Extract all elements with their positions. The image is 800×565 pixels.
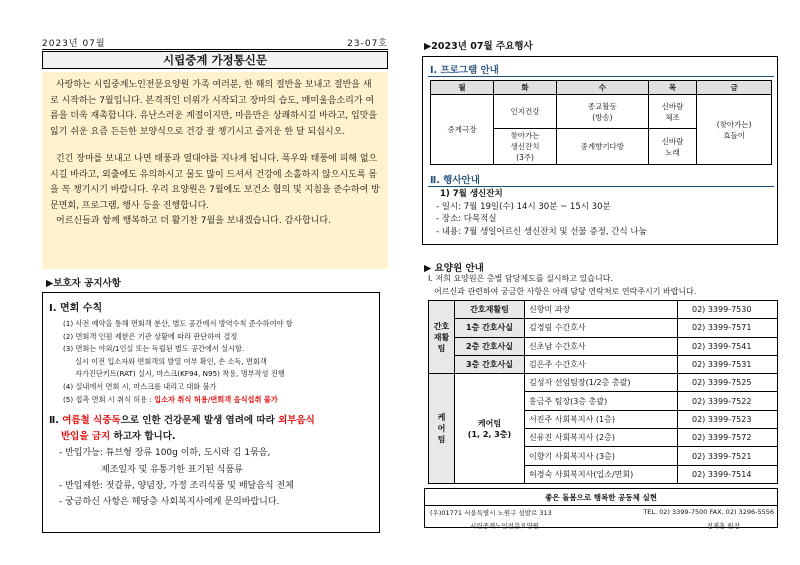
visit-rule: (1) 사전 예약을 통해 면회객 분산, 별도 공간에서 방역수칙 준수하여야 함 (63, 319, 293, 328)
staff-name: 서진주 사회복지사 (1층) (525, 410, 678, 428)
food-ban-red3: 반입을 금지 (61, 431, 111, 443)
rule5-highlight: 입소자 취식 허용/면회객 음식섭취 불가 (154, 394, 278, 404)
footer-org: 시립중계노인전문요양원 (470, 522, 540, 530)
staff-phone: 02) 3399-7572 (678, 429, 778, 447)
staff-phone: 02) 3399-7523 (678, 410, 778, 428)
day-header: 목 (648, 81, 697, 95)
care-team-cell (455, 374, 525, 484)
day-header: 금 (697, 81, 772, 95)
staff-contact-table (428, 300, 778, 484)
staff-phone: 02) 3399-7525 (678, 374, 778, 392)
program-cell (494, 129, 557, 165)
care-group-cell (429, 374, 455, 484)
staff-phone: 02) 3399-7541 (678, 337, 778, 355)
rule5-prefix: (5) 접촉 면회 시 취식 허용 : (63, 394, 155, 404)
event-divider (428, 186, 774, 187)
food-rule: 제조일자 및 유통기한 표기된 식품류 (101, 464, 243, 475)
program-heading: Ⅰ. 프로그램 안내 (430, 65, 499, 76)
program-divider (428, 76, 774, 77)
program-text: (찾아가는) (716, 119, 752, 129)
table-row (429, 301, 778, 319)
group-label: 팀 (437, 435, 446, 445)
table-row (429, 337, 778, 355)
table-row (429, 319, 778, 337)
intro-paragraph: 어르신들과 함께 행복하고 더 활기찬 7월을 보내겠습니다. 감사합니다. (56, 216, 331, 226)
team-cell: 1층 간호사실 (455, 319, 525, 337)
footer-divider (424, 505, 778, 506)
staff-name: 허경숙 사회복지사(입소/면회) (525, 465, 678, 483)
nursing-group-cell (429, 301, 455, 374)
staff-name: 신초남 수간호사 (525, 337, 678, 355)
newsletter-header (42, 36, 388, 49)
intro-paragraph: 사랑하는 시립중계노인전문요양원 가족 여러분, 한 해의 절반을 보내고 절반을 새로 시작하는 7월입니다. 본격적인 더위가 시작되고 장마의 습도, 매미울음소리가 여름을 더욱 재촉합니다. 유난스러운 계절이지만, 마음만은 상쾌하시길 바라고, 입맛을 잃기 쉬운 요즘 든든한 보양식으로 건강 잘 챙기시고 즐거운 한 달 되십시오. (50, 80, 378, 137)
group-label: 재활 (433, 332, 450, 342)
visit-rule: 실시 이전 입소자와 면회객의 발열 여부 확인, 손 소독, 면회객 (75, 356, 267, 366)
food-rule: - 반입가능: 튜브형 장류 100g 이하, 도시락 김 1묶음, (59, 448, 271, 459)
team-cell: 3층 간호사실 (455, 355, 525, 373)
staff-name: 신유진 사회복지사 (2층) (525, 429, 678, 447)
care-team-floors: (1, 2, 3층) (467, 429, 512, 439)
group-label: 간호 (433, 321, 450, 331)
food-rule: - 궁금하신 사항은 해당층 사회복지사에게 문의바랍니다. (59, 497, 280, 508)
staff-title: ▶ 요양원 안내 (424, 263, 484, 274)
program-table (430, 80, 772, 165)
event-line: - 내용: 7월 생일어르신 생신잔치 및 선물 증정, 간식 나눔 (436, 226, 647, 237)
program-text: 찾아가는 (510, 131, 540, 140)
food-ban-red2: 외부음식 (278, 415, 315, 427)
staff-name: 홍금주 팀장(3층 총괄) (525, 392, 678, 410)
food-ban-mid: 으로 인한 건강문제 발생 염려에 따라 (120, 415, 279, 427)
staff-name: 김은주 수간호사 (525, 355, 678, 373)
issue-number: 23-07호 (347, 39, 388, 49)
program-cell: 중계향기다방 (557, 129, 649, 165)
intro-letter (42, 72, 388, 269)
event-heading: Ⅱ. 행사안내 (430, 175, 480, 186)
visit-rule (49, 394, 373, 407)
program-text: 생신잔치 (510, 142, 540, 151)
staff-name: 신향미 과장 (525, 301, 678, 319)
program-cell (648, 95, 697, 129)
event-line: - 일시: 7월 19일(수) 14시 30분 ~ 15시 30분 (436, 201, 611, 212)
food-rule: - 반입제한: 젓갈류, 양념장, 가정 조리식품 및 배달음식 전체 (59, 480, 294, 491)
intro-paragraph: 긴긴 장마를 보내고 나면 태풍과 열대야를 지나게 됩니다. 폭우와 태풍에 피해 없으시길 바라고, 외출에도 유의하시고 물도 많이 드셔서 건강에 소홀하지 않으시도록 몸을 꼭 챙기시기 바랍니다. 우리 요양원은 7월에도 보건소 협의 및 지침을 준수하여 방문면회, 프로그램, 행사 등을 진행합니다. (50, 154, 380, 211)
day-header: 화 (494, 81, 557, 95)
program-text: 신바람 (661, 101, 684, 111)
staff-phone: 02) 3399-7514 (678, 465, 778, 483)
food-ban-red1: 여름철 식중독 (62, 415, 121, 427)
staff-phone: 02) 3399-7531 (678, 355, 778, 373)
footer-org-row (470, 521, 740, 530)
program-cell: 중계극장 (431, 95, 494, 165)
visit-rule: (2) 면회객 인원 제한은 기관 상황에 따라 판단하여 결정 (63, 331, 238, 341)
issue-date: 2023년 07월 (42, 39, 106, 49)
footer-address: (우)01771 서울특별시 노원구 섬밭로 313 (430, 509, 552, 517)
program-text: (3주) (516, 153, 534, 162)
header-divider (42, 49, 388, 50)
footer-slogan: 좋은 돌봄으로 행복한 공동체 실현 (545, 493, 657, 502)
newsletter-title: 시립중계 가정통신문 (42, 51, 388, 69)
event-details (436, 188, 647, 238)
event-line: - 장소: 다목적실 (436, 214, 497, 224)
group-label: 케 (437, 413, 446, 423)
footer-address-row (430, 508, 774, 517)
program-text: 효돌이 (723, 130, 746, 140)
day-header: 수 (557, 81, 649, 95)
staff-phone: 02) 3399-7571 (678, 319, 778, 337)
visit-rule: (4) 실내에서 면회 시, 마스크를 내리고 대화 불가 (63, 381, 217, 391)
group-label: 팀 (437, 343, 446, 353)
table-row (429, 355, 778, 373)
staff-intro-line: Ⅰ. 저희 요양원은 층별 담당제도를 실시하고 있습니다. (428, 274, 613, 283)
team-cell: 간호재활팀 (455, 301, 525, 319)
group-label: 어 (437, 424, 446, 434)
program-text: 종교활동 (587, 101, 617, 111)
food-ban-heading (49, 413, 373, 445)
food-ban-suffix: 하고자 합니다. (110, 431, 176, 443)
program-text: 노래 (665, 147, 680, 157)
guardian-notice-box (42, 292, 380, 533)
visit-rule: 자가진단키트(RAT) 실시, 마스크(KF94, N95) 착용, 명부작성 진행 (75, 369, 285, 379)
event-name: 1) 7월 생신잔치 (440, 189, 503, 199)
team-cell: 2층 간호사실 (455, 337, 525, 355)
program-text: 신바람 (661, 136, 684, 146)
food-ban-prefix: Ⅱ. (49, 415, 63, 427)
program-text: 체조 (665, 112, 680, 122)
visit-rules-heading: Ⅰ. 면회 수칙 (49, 303, 103, 314)
program-cell (557, 95, 649, 129)
staff-name: 이향기 사회복지사 (3층) (525, 447, 678, 465)
care-team-label: 케어팀 (477, 418, 502, 428)
day-header: 월 (431, 81, 494, 95)
events-title: ▶2023년 07월 주요행사 (424, 41, 533, 52)
staff-phone: 02) 3399-7530 (678, 301, 778, 319)
footer-contact: TEL. 02) 3399-7500 FAX. 02) 3296-5556 (643, 508, 774, 516)
program-text: (방송) (592, 112, 613, 122)
guardian-notice-title: ▶보호자 공지사항 (46, 278, 121, 289)
table-row (429, 374, 778, 392)
visit-rule: (3) 면회는 야외/1인실 또는 독립된 별도 공간에서 실시함. (63, 344, 245, 354)
staff-phone: 02) 3399-7521 (678, 447, 778, 465)
staff-intro (428, 272, 696, 298)
staff-intro-line: 어르신과 관련하여 궁금한 사항은 아래 담당 연락처로 연락주시기 바랍니다. (434, 287, 697, 296)
staff-name: 김경림 수간호사 (525, 319, 678, 337)
program-cell: 인지건강 (494, 95, 557, 129)
footer-director: 정재홍 원장 (706, 522, 740, 530)
program-cell (697, 95, 772, 165)
staff-name: 김성자 선임팀장(1/2층 총괄) (525, 374, 678, 392)
program-cell (648, 129, 697, 165)
staff-phone: 02) 3399-7522 (678, 392, 778, 410)
